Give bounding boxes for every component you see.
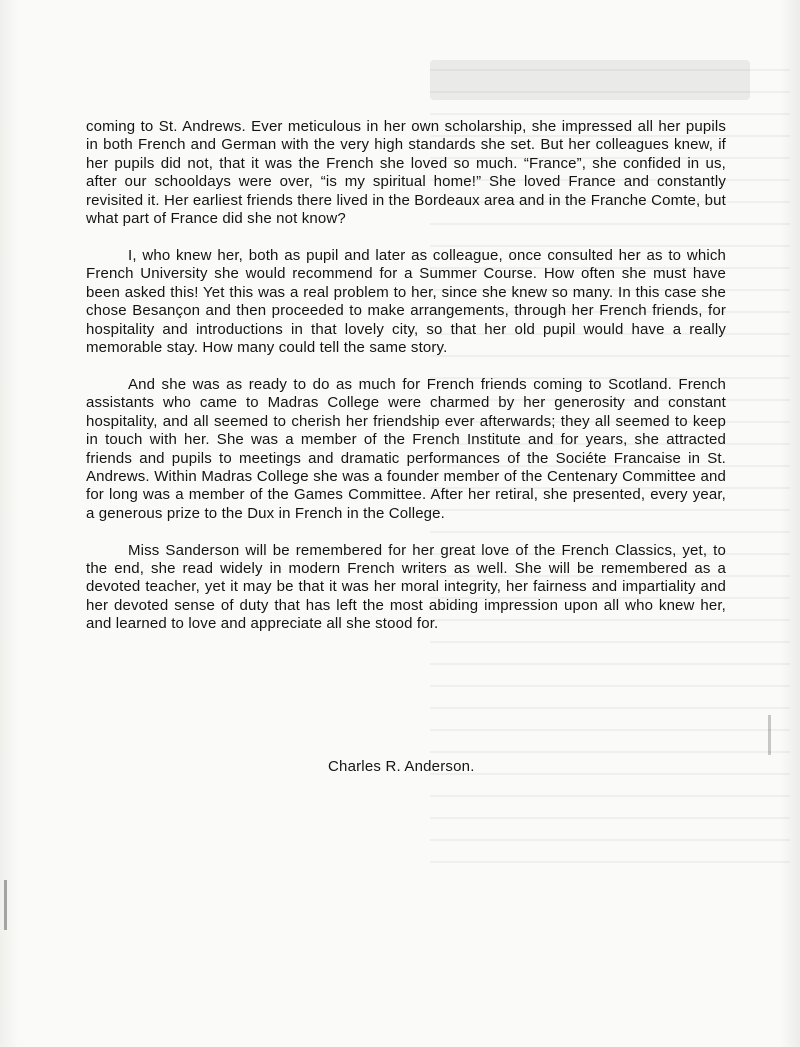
paragraph-1: coming to St. Andrews. Ever meticulous in her own scholarship, she impressed all her pupils in both French and German with the very high standards she set. But her colleagues knew, if her pupils did not, that it was the French she loved so much. “France”, she confided in us, after our schooldays were over, “is my spiritual home!” She loved France and constantly revisited it. Her earliest friends there lived in the Bordeaux area and in the Franche Comte, but what part of France did she not know? bbox=[86, 118, 726, 228]
bleed-through-title bbox=[430, 60, 750, 100]
scan-edge-mark bbox=[4, 880, 7, 930]
scan-edge-mark-right bbox=[768, 715, 771, 755]
letter-body bbox=[86, 118, 726, 652]
paragraph-2: I, who knew her, both as pupil and later as colleague, once consulted her as to which French University she would recommend for a Summer Course. How often she must have been asked this! Yet this was a real problem to her, since she knew so many. In this case she chose Besançon and then proceeded to make arrangements, through her French friends, for hospitality and introductions in that lovely city, so that her old pupil would have a really memorable stay. How many could tell the same story. bbox=[86, 246, 726, 356]
signature: Charles R. Anderson. bbox=[328, 758, 475, 775]
paragraph-3: And she was as ready to do as much for French friends coming to Scotland. French assistants who came to Madras College were charmed by her generosity and constant hospitality, and all seemed to cherish her friendship ever afterwards; they all seemed to keep in touch with her. She was a member of the French Institute and for years, she attracted friends and pupils to meetings and dramatic performances of the Sociéte Francaise in St. Andrews. Within Madras College she was a founder member of the Centenary Committee and for long was a member of the Games Committee. After her retiral, she presented, every year, a generous prize to the Dux in French in the College. bbox=[86, 375, 726, 522]
paragraph-4: Miss Sanderson will be remembered for her great love of the French Classics, yet, to the end, she read widely in modern French writers as well. She will be remembered as a devoted teacher, yet it may be that it was her moral integrity, her fairness and impartiality and her devoted sense of duty that has left the most abiding impression upon all who knew her, and learned to love and appreciate all she stood for. bbox=[86, 541, 726, 633]
